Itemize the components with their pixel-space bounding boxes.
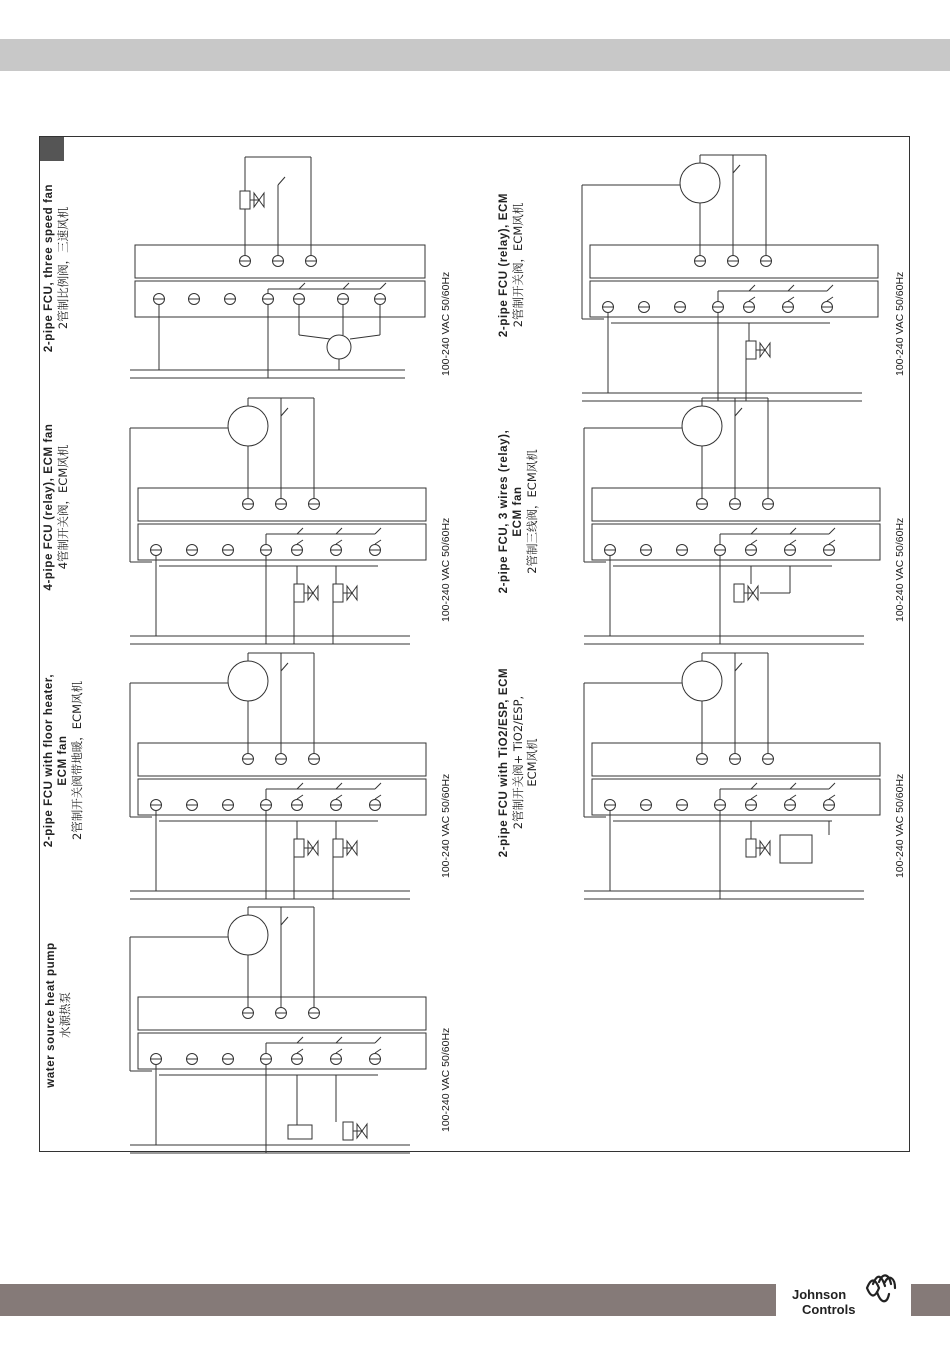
fan-motor	[228, 406, 268, 446]
terminal-block-lower	[138, 779, 426, 815]
relay-contact	[735, 408, 742, 416]
title-en: 2-pipe FCU (relay), ECM	[498, 192, 510, 338]
footer-band	[0, 1284, 776, 1316]
title-cn: 2管制三线阀，ECM风机	[525, 449, 539, 574]
voltage-label-d4: 100-240 VAC 50/60Hz	[440, 1027, 452, 1132]
title-en-2: ECM fan	[512, 486, 524, 537]
title-cn: 2管制比例阀，三速风机	[56, 206, 70, 330]
fan-motor	[680, 163, 720, 203]
valve-actuator	[333, 839, 343, 857]
terminal-block-lower	[138, 524, 426, 560]
title-en: 4-pipe FCU (relay), ECM fan	[43, 423, 55, 591]
footer-tab	[911, 1284, 950, 1316]
fan-motor	[327, 335, 351, 359]
title-en-1: 2-pipe FCU with floor heater,	[43, 673, 55, 848]
relay-contact	[281, 408, 288, 416]
terminal-block-lower	[592, 779, 880, 815]
title-cn: 水源热泵	[58, 992, 72, 1038]
fan-motor	[228, 915, 268, 955]
valve-actuator	[746, 341, 756, 359]
title-cn: 2管制开关阀，ECM风机	[511, 202, 525, 328]
relay-contact	[281, 663, 288, 671]
reversing-valve	[288, 1125, 312, 1139]
tio2-esp-module	[780, 835, 812, 863]
brand-wordmark	[792, 1287, 858, 1317]
fan-motor	[682, 661, 722, 701]
voltage-label-d1: 100-240 VAC 50/60Hz	[440, 271, 452, 376]
title-cn: 2管制开关阀带地暖，ECM风机	[70, 680, 84, 841]
title-cn-1: 2管制开关阀+ TiO2/ESP,	[511, 695, 525, 830]
title-en: 2-pipe FCU, three speed fan	[43, 183, 55, 353]
title-en: water source heat pump	[45, 942, 57, 1088]
voltage-label-d5: 100-240 VAC 50/60Hz	[894, 271, 906, 376]
brand-line2: Controls	[802, 1302, 856, 1317]
valve-actuator	[294, 584, 304, 602]
voltage-label-d7: 100-240 VAC 50/60Hz	[894, 773, 906, 878]
relay-contact	[733, 165, 740, 173]
terminal-block-lower	[138, 1033, 426, 1069]
relay-contact	[278, 177, 285, 185]
title-en: 2-pipe FCU with TiO2/ESP, ECM	[498, 667, 510, 858]
voltage-label-d2: 100-240 VAC 50/60Hz	[440, 517, 452, 622]
wire	[299, 335, 330, 339]
valve-actuator	[746, 839, 756, 857]
valve-actuator	[294, 839, 304, 857]
valve-actuator	[734, 584, 744, 602]
title-cn: 4管制开关阀，ECM风机	[56, 444, 70, 570]
fan-motor	[228, 661, 268, 701]
valve-actuator	[240, 191, 250, 209]
voltage-label-d3: 100-240 VAC 50/60Hz	[440, 773, 452, 878]
relay-contact	[281, 917, 288, 925]
valve-actuator	[343, 1122, 353, 1140]
title-en-2: ECM fan	[57, 735, 69, 786]
title-en-1: 2-pipe FCU, 3 wires (relay),	[498, 429, 510, 594]
fan-motor	[682, 406, 722, 446]
terminal-block-lower	[590, 281, 878, 317]
terminal-block-lower	[592, 524, 880, 560]
voltage-label-d6: 100-240 VAC 50/60Hz	[894, 517, 906, 622]
johnson-controls-logo-icon	[861, 1270, 901, 1310]
brand-line1: Johnson	[792, 1287, 847, 1302]
valve-actuator	[333, 584, 343, 602]
title-cn-2: ECM风机	[525, 738, 539, 787]
wire	[350, 335, 380, 339]
relay-contact	[735, 663, 742, 671]
